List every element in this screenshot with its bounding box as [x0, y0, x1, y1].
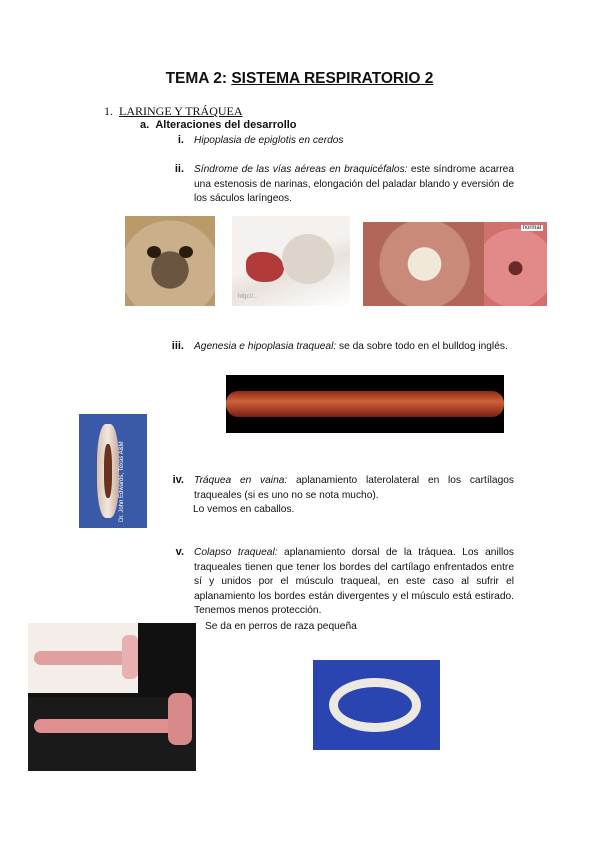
- sheath-trachea-image: [79, 414, 147, 528]
- item-number: v.: [175, 546, 184, 558]
- tracheal-ring-image: [313, 660, 440, 750]
- normal-label: normal: [522, 225, 541, 231]
- normal-larynx-image: [484, 222, 547, 306]
- larynx-image: [363, 222, 486, 306]
- item-text: Agenesia e hipoplasia traqueal: se da sobre todo en el bulldog inglés.: [194, 341, 508, 352]
- section-heading: 1. LARINGE Y TRÁQUEA: [104, 104, 243, 118]
- hypoplastic-trachea-image: [226, 375, 504, 433]
- item-note: Lo vemos en caballos.: [193, 504, 295, 515]
- item-text: Colapso traqueal: aplanamiento dorsal de la tráquea. Los anillos traqueales tienen que tener los bordes del cartílago enfrentados entre sí y unidos por el músculo traqueal, en este caso al sufrir el aplanamiento los bordes están divergentes y el músculo está estirado. Tenemos menos protección.: [194, 547, 514, 616]
- watermark-caption: Dr. John Edwards, Texas A&M: [119, 441, 125, 522]
- subsection-heading: a. Alteraciones del desarrollo: [140, 119, 297, 131]
- item-text: Síndrome de las vías aéreas en braquicéfalos: este síndrome acarrea una estenosis de narinas, elongación del paladar blando y eversión de los sáculos laríngeos.: [194, 164, 514, 204]
- item-number: iii.: [171, 340, 184, 352]
- item-note: Se da en perros de raza pequeña: [205, 621, 357, 632]
- url-caption: http://...: [238, 294, 259, 300]
- item-text: Hipoplasia de epiglotis en cerdos: [194, 135, 344, 146]
- item-number: iv.: [172, 474, 184, 486]
- bulldog-skull-image: [232, 216, 350, 306]
- item-number: ii.: [174, 163, 184, 175]
- item-text: Tráquea en vaina: aplanamiento laterolateral en los cartílagos traqueales (si es uno no se nota mucho).: [194, 475, 515, 501]
- item-number: i.: [177, 134, 184, 146]
- page-title: TEMA 2: SISTEMA RESPIRATORIO 2: [165, 70, 434, 87]
- collapsed-trachea-image: [28, 623, 196, 771]
- pug-face-image: [125, 216, 215, 306]
